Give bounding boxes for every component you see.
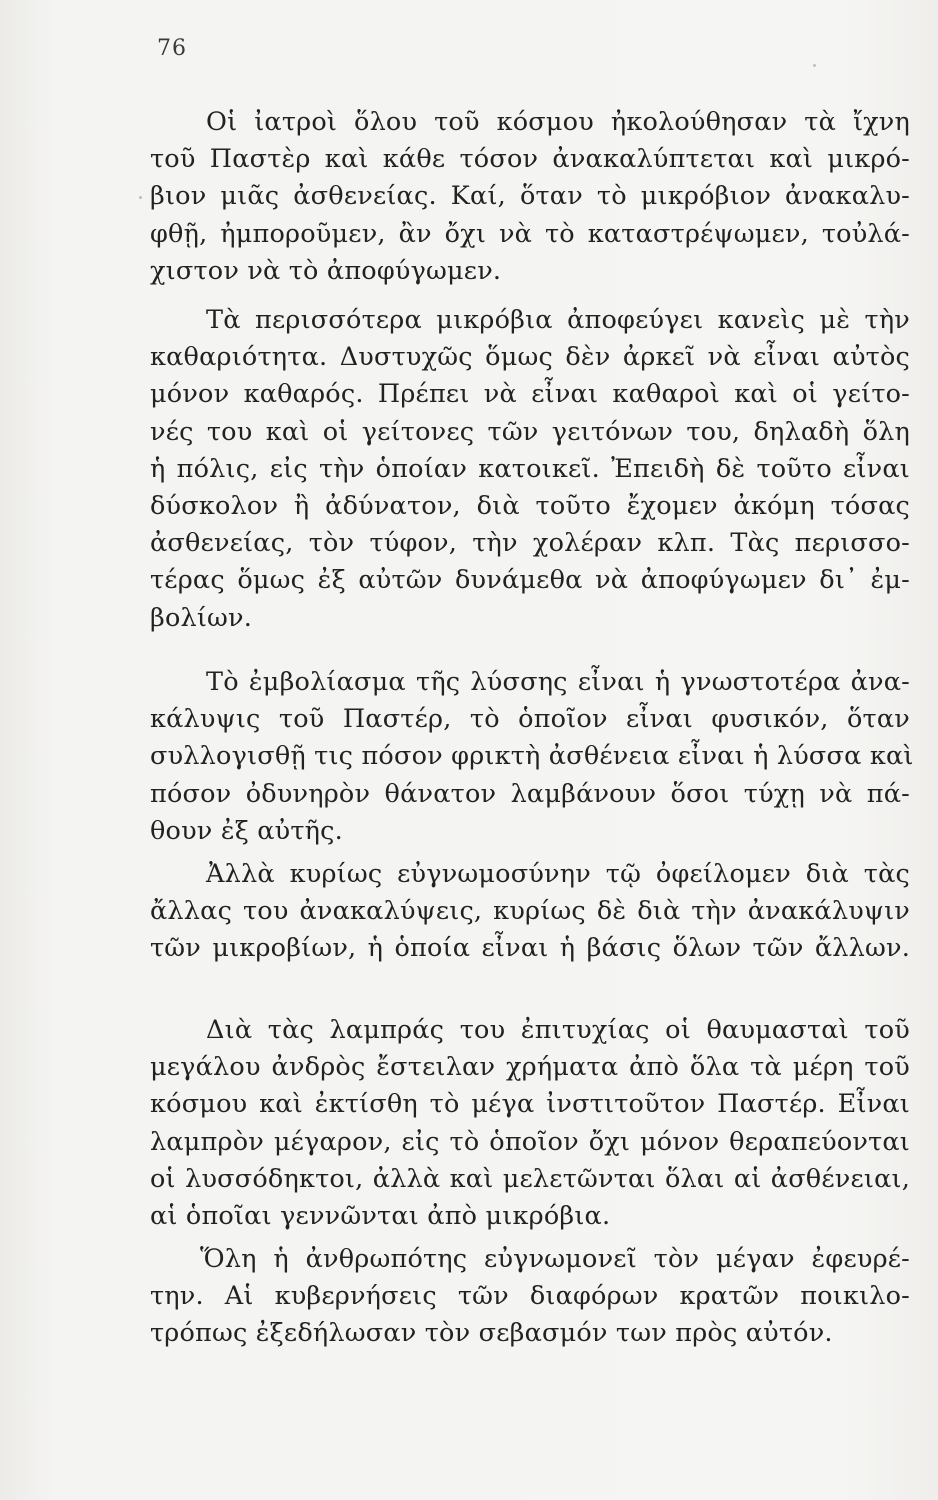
text-line: τρόπως ἐξεδήλωσαν τὸν σεβασμόν των πρὸς αὐτόν.: [150, 1318, 833, 1349]
paper-speck: [813, 64, 816, 67]
text-line: βιον μιᾶς ἀσθενείας. Καί, ὅταν τὸ μικρόβιον ἀνακαλυ-: [150, 181, 910, 212]
text-line: δύσκολον ἢ ἀδύνατον, διὰ τοῦτο ἔχομεν ἀκόμη τόσας: [150, 490, 910, 521]
paragraph-3: [150, 664, 914, 850]
text-line: φθῇ, ἠμποροῦμεν, ἂν ὄχι νὰ τὸ καταστρέψωμεν, τοὐλά-: [150, 218, 910, 249]
text-line: τέρας ὅμως ἐξ αὐτῶν δυνάμεθα νὰ ἀποφύγωμεν δι᾽ ἐμ-: [150, 565, 910, 596]
text-line: καθαριότητα. Δυστυχῶς ὅμως δὲν ἀρκεῖ νὰ εἶναι αὐτὸς: [150, 342, 910, 373]
text-line: Διὰ τὰς λαμπράς του ἐπιτυχίας οἱ θαυμασταὶ τοῦ: [206, 1015, 910, 1045]
paragraph-6: [150, 1241, 910, 1353]
text-line: πόσον ὀδυνηρὸν θάνατον λαμβάνουν ὅσοι τύχῃ νὰ πά-: [150, 778, 910, 809]
text-line: Τὰ περισσότερα μικρόβια ἀποφεύγει κανεὶς μὲ τὴν: [206, 305, 910, 335]
text-line: ἄλλας του ἀνακαλύψεις, κυρίως δὲ διὰ τὴν ἀνακάλυψιν: [150, 896, 910, 927]
text-line: νές του καὶ οἱ γείτονες τῶν γειτόνων του, δηλαδὴ ὅλη: [150, 416, 910, 447]
text-line: χιστον νὰ τὸ ἀποφύγωμεν.: [150, 255, 502, 286]
paragraph-2: [150, 302, 910, 637]
text-line: ἀσθενείας, τὸν τύφον, τὴν χολέραν κλπ. Τὰς περισσο-: [150, 528, 910, 559]
text-line: τοῦ Παστὲρ καὶ κάθε τόσον ἀνακαλύπτεται καὶ μικρό-: [150, 144, 910, 175]
page-number: 76: [157, 36, 187, 61]
paper-speck: [139, 196, 142, 199]
text-line: συλλογισθῇ τις πόσον φρικτὴ ἀσθένεια εἶναι ἡ λύσσα καὶ: [150, 741, 914, 772]
text-line: Ἀλλὰ κυρίως εὐγνωμοσύνην τῷ ὀφείλομεν διὰ τὰς: [206, 859, 910, 889]
text-line: οἱ λυσσόδηκτοι, ἀλλὰ καὶ μελετῶνται ὅλαι αἱ ἀσθένειαι,: [150, 1163, 910, 1194]
paragraph-4: [150, 856, 910, 968]
text-line: την. Αἱ κυβερνήσεις τῶν διαφόρων κρατῶν ποικιλο-: [150, 1281, 910, 1312]
text-line: ἡ πόλις, εἰς τὴν ὁποίαν κατοικεῖ. Ἐπειδὴ δὲ τοῦτο εἶναι: [150, 453, 910, 484]
paragraph-1: [150, 104, 910, 290]
text-line: λαμπρὸν μέγαρον, εἰς τὸ ὁποῖον ὄχι μόνον θεραπεύονται: [150, 1126, 910, 1157]
text-line: θουν ἐξ αὐτῆς.: [150, 815, 343, 846]
text-line: Τὸ ἐμβολίασμα τῆς λύσσης εἶναι ἡ γνωστοτέρα ἀνα-: [206, 667, 910, 697]
text-line: αἱ ὁποῖαι γεννῶνται ἀπὸ μικρόβια.: [150, 1200, 611, 1231]
text-line: Οἱ ἰατροὶ ὅλου τοῦ κόσμου ἠκολούθησαν τὰ ἴχνη: [206, 107, 910, 137]
text-line: κόσμου καὶ ἐκτίσθη τὸ μέγα ἰνστιτοῦτον Παστέρ. Εἶναι: [150, 1089, 910, 1120]
text-line: κάλυψις τοῦ Παστέρ, τὸ ὁποῖον εἶναι φυσικόν, ὅταν: [150, 704, 910, 735]
paragraph-5: [150, 1012, 910, 1235]
text-line: μεγάλου ἀνδρὸς ἔστειλαν χρήματα ἀπὸ ὅλα τὰ μέρη τοῦ: [150, 1052, 910, 1083]
text-line: τῶν μικροβίων, ἡ ὁποία εἶναι ἡ βάσις ὅλων τῶν ἄλλων.: [150, 933, 910, 964]
text-line: βολίων.: [150, 602, 253, 633]
text-line: μόνον καθαρός. Πρέπει νὰ εἶναι καθαροὶ καὶ οἱ γείτο-: [150, 379, 910, 410]
text-line: Ὅλη ἡ ἀνθρωπότης εὐγνωμονεῖ τὸν μέγαν ἐφευρέ-: [200, 1244, 910, 1274]
